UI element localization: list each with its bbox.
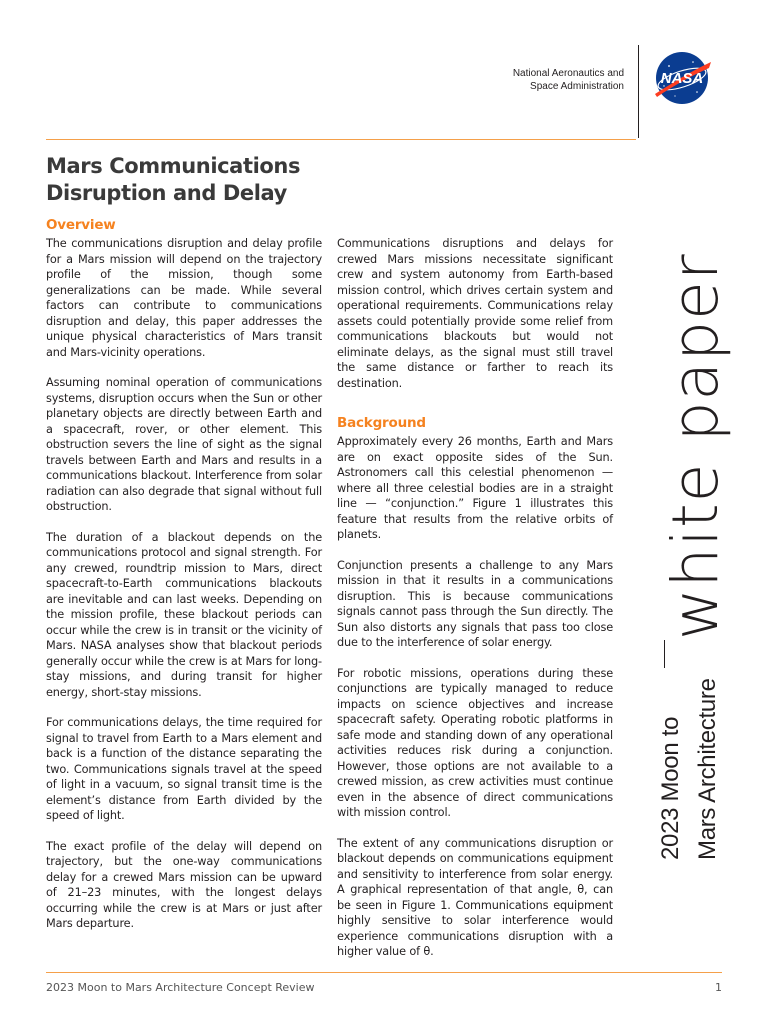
nasa-meatball-logo-icon (649, 50, 715, 106)
overview-paragraph-4: For communications delays, the time required for signal to travel from Earth to a Mars element and back is a function of the distance separating the two. Communications signals travel at the speed of light in a vacuum, so signal transit time is the element’s distance from Earth divided by the speed of light. (46, 716, 322, 822)
footer-title: 2023 Moon to Mars Architecture Concept Review (46, 981, 315, 994)
header-divider (638, 45, 639, 138)
architecture-label-line-1: 2023 Moon to (657, 716, 684, 860)
page-number: 1 (715, 981, 722, 994)
overview-heading: Overview (46, 217, 116, 233)
intro-paragraph: Communications disruptions and delays for crewed Mars missions necessitate significant crew and system autonomy from Earth-based mission control, which drives certain system and operational requirements. Communications relay assets could potentially provide some relief from communications blackouts but would not eliminate delays, as the signal must still travel the same distance or farther to reach its destination. (337, 237, 613, 390)
left-column (46, 216, 322, 947)
header-rule (46, 139, 636, 140)
logo-wordmark: NASA (660, 70, 704, 87)
overview-paragraph-3: The duration of a blackout depends on the communications protocol and signal strength. For any crewed, roundtrip mission to Mars, direct spacecraft-to-Earth communications blackouts are inevitable and can last weeks. Depending on the mission profile, these blackout periods can occur while the crew is in transit or the vicinity of Mars. NASA analyses show that blackout periods generally occur while the crew is at Mars for long-stay missions, and during transit for higher energy, short-stay missions. (46, 530, 322, 699)
overview-paragraph-5: The exact profile of the delay will depend on trajectory, but the one-way communications delay for a crewed Mars mission can be upward of 21–23 minutes, with the longest delays occurring while the crew is at Mars or just after Mars departure. (46, 839, 322, 930)
background-paragraph-1: Approximately every 26 months, Earth and Mars are on exact opposite sides of the Sun. Astronomers call this celestial phenomenon — where all three celestial bodies are in a straight line — “conjunction.” Figure 1 illustrates this feature that results from the relative orbits of planets. (337, 435, 613, 541)
architecture-label (652, 678, 726, 860)
architecture-label-line-2: Mars Architecture (694, 678, 721, 860)
background-paragraph-2: Conjunction presents a challenge to any Mars mission in that it results in a communications disruption. This is because communications signals cannot pass through the Sun directly. The Sun also distorts any signals that pass too close due to the interference of solar energy. (337, 558, 613, 649)
agency-name-line-2: Space Administration (530, 81, 624, 92)
sidebar-divider (664, 640, 665, 668)
page-title (46, 153, 336, 207)
footer-rule (46, 972, 722, 973)
white-paper-label: white paper (659, 253, 732, 640)
agency-name (444, 67, 624, 93)
overview-paragraph-2: Assuming nominal operation of communications systems, disruption occurs when the Sun or other planetary objects are directly between Earth and a spacecraft, rover, or other element. This obstruction severs the line of sight as the signal travels between Earth and Mars and results in a communications blackout. Interference from solar radiation can also degrade that signal without full obstruction. (46, 376, 322, 513)
overview-paragraph-1: The communications disruption and delay profile for a Mars mission will depend on the trajectory profile of the mission, though some generalizations can be made. While several factors can contribute to communications disruption and delay, this paper addresses the unique physical characteristics of Mars transit and Mars-vicinity operations. (46, 237, 322, 359)
page-title-line-2: Disruption and Delay (46, 181, 287, 205)
right-column (337, 236, 613, 975)
agency-name-line-1: National Aeronautics and (512, 68, 624, 79)
background-paragraph-3: For robotic missions, operations during these conjunctions are typically managed to reduce impacts on science objectives and increase spacecraft safety. Operating robotic platforms in safe mode and standing down of any operational activities reduces risk during a conjunction. However, those options are not available to a crewed mission, as crew activities must continue even in the absence of direct communications with mission control. (337, 666, 613, 819)
background-paragraph-4: The extent of any communications disruption or blackout depends on communications equipment and sensitivity to interference from solar energy. A graphical representation of that angle, θ, can be seen in Figure 1. Communications equipment highly sensitive to solar interference would experience communications disruption with a higher value of θ. (337, 836, 613, 958)
background-heading: Background (337, 415, 426, 431)
page-title-line-1: Mars Communications (46, 154, 301, 178)
